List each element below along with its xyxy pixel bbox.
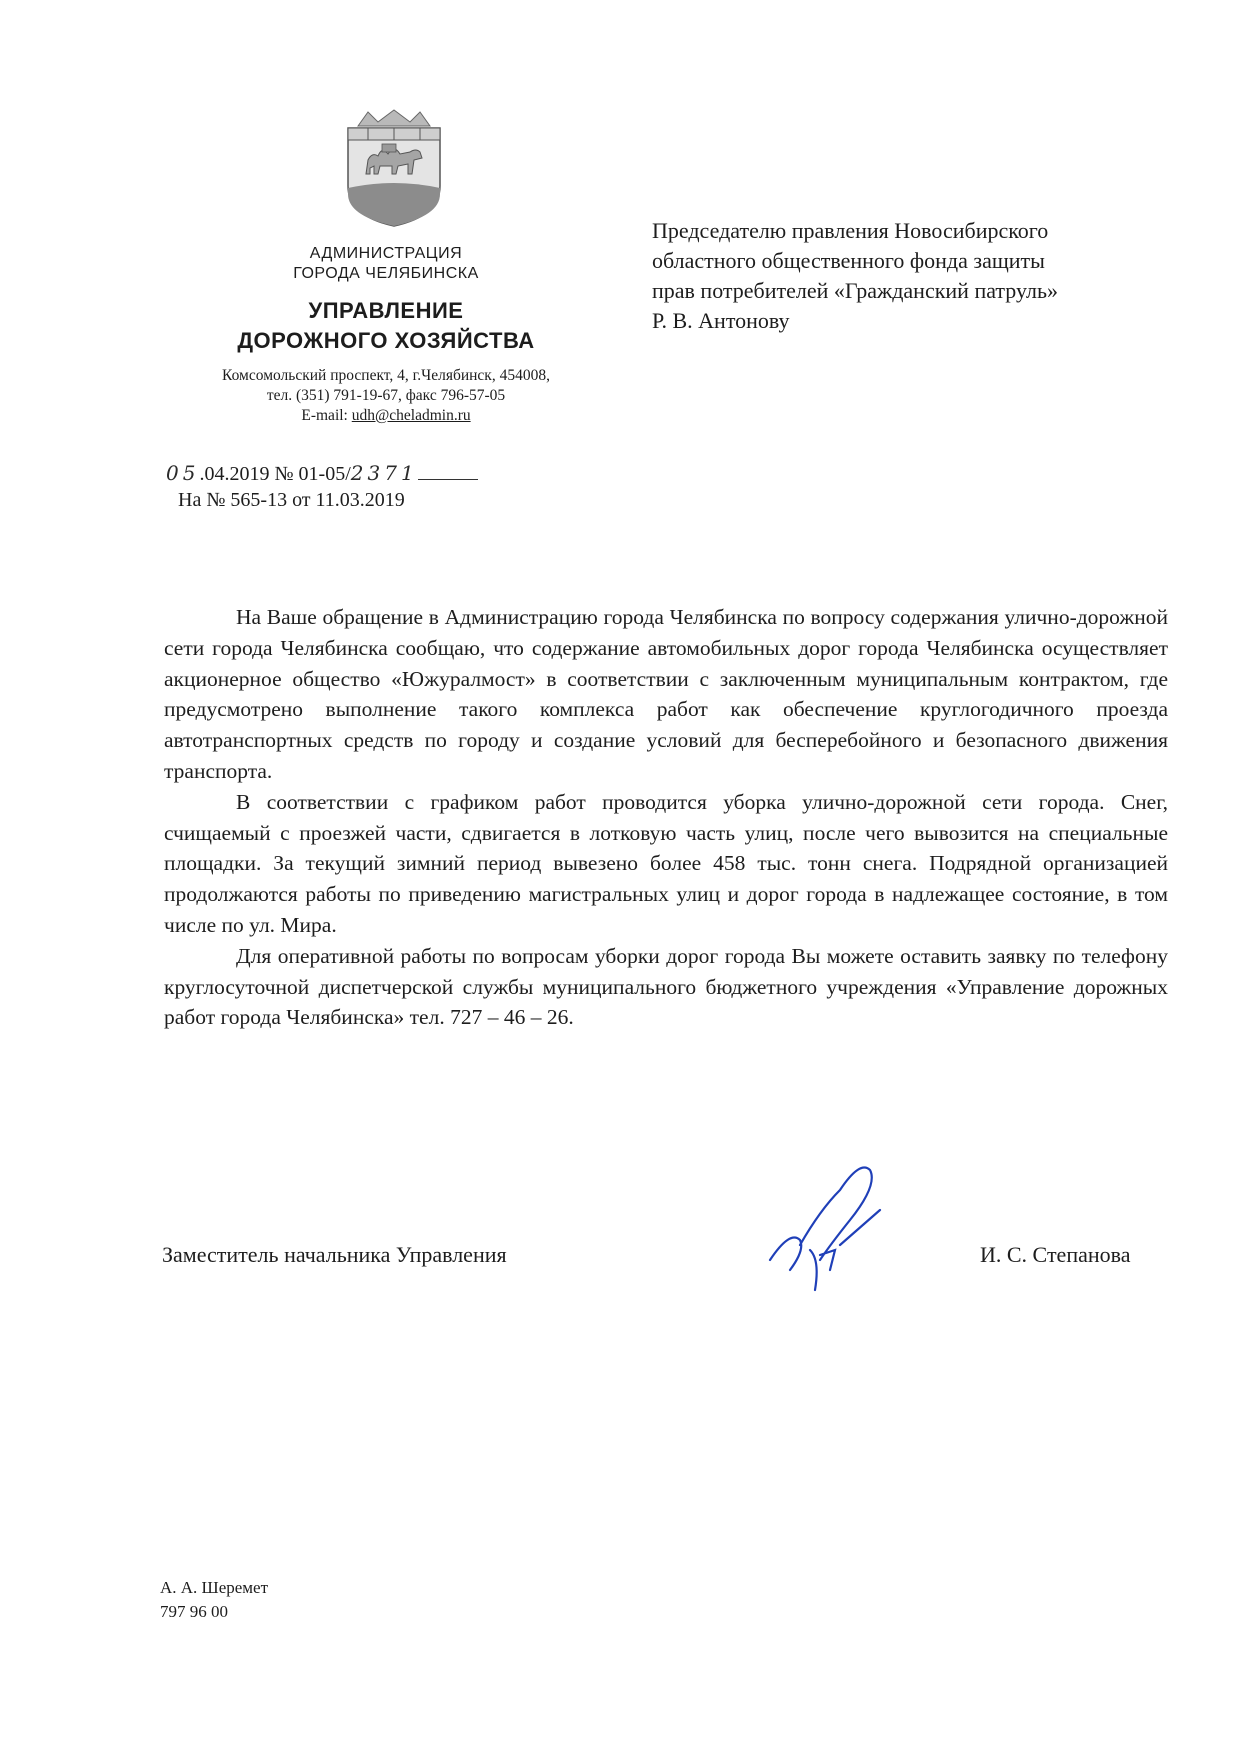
letter-body	[164, 602, 1168, 1033]
department-address: Комсомольский проспект, 4, г.Челябинск, 454008,	[222, 367, 550, 384]
handwritten-signature	[760, 1150, 900, 1300]
outgoing-date-number	[166, 460, 566, 487]
administration-line-2: ГОРОДА ЧЕЛЯБИНСКА	[293, 265, 479, 282]
addressee-line-3: прав потребителей «Гражданский патруль»	[652, 278, 1059, 303]
signatory-name: И. С. Степанова	[980, 1242, 1131, 1267]
handwritten-day: 05	[166, 461, 200, 485]
email-link[interactable]: udh@cheladmin.ru	[351, 407, 471, 424]
department-line-1: УПРАВЛЕНИЕ	[308, 298, 464, 323]
body-paragraph-2: В соответствии с графиком работ проводится уборка улично-дорожной сети города. Снег, счищаемый с проезжей части, сдвигается в лотковую часть улиц, после чего вывозится на специальные площадки. За текущий зимний период вывезено более 458 тыс. тонн снега. Подрядной организацией продолжаются работы по приведению магистральных улиц и дорог города в надлежащее состояние, в том числе по ул. Мира.	[164, 789, 1168, 937]
addressee-block	[652, 216, 1172, 336]
body-paragraph-1: На Ваше обращение в Администрацию города Челябинска по вопросу содержания улично-дорожной сети города Челябинска сообщаю, что содержание автомобильных дорог города Челябинска осуществляет акционерное общество «Южуралмост» в соответствии с заключенным муниципальным контрактом, где предусмотрено выполнение такого комплекса работ как обеспечение круглогодичного проезда автотранспортных средств по городу и создание условий для бесперебойного и безопасного движения транспорта.	[164, 605, 1168, 783]
department-contacts	[166, 366, 606, 426]
coat-of-arms-emblem	[338, 108, 450, 228]
email-label: E-mail:	[301, 407, 352, 424]
outgoing-reference	[166, 460, 566, 513]
executor-phone: 797 96 00	[160, 1602, 228, 1621]
number-underline	[418, 479, 478, 480]
reply-to-reference: На № 565-13 от 11.03.2019	[178, 489, 405, 511]
addressee-line-1: Председателю правления Новосибирского	[652, 218, 1049, 243]
date-rest: .04.2019 № 01-05/	[199, 463, 351, 485]
administration-line-1: АДМИНИСТРАЦИЯ	[309, 245, 463, 262]
addressee-line-2: областного общественного фонда защиты	[652, 248, 1045, 273]
addressee-line-4: Р. В. Антонову	[652, 308, 790, 333]
department-line-2: ДОРОЖНОГО ХОЗЯЙСТВА	[237, 328, 535, 353]
department-name	[196, 296, 576, 356]
administration-name	[236, 244, 536, 284]
handwritten-number: 2371	[350, 461, 418, 485]
executor-block	[160, 1576, 268, 1624]
department-phones: тел. (351) 791-19-67, факс 796-57-05	[266, 387, 506, 404]
executor-name: А. А. Шеремет	[160, 1578, 269, 1597]
signatory-title: Заместитель начальника Управления	[162, 1242, 507, 1267]
body-paragraph-3: Для оперативной работы по вопросам уборки дорог города Вы можете оставить заявку по телефону круглосуточной диспетчерской службы муниципального бюджетного учреждения «Управление дорожных работ города Челябинска» тел. 727 – 46 – 26.	[164, 943, 1168, 1030]
department-email-line	[166, 406, 606, 426]
